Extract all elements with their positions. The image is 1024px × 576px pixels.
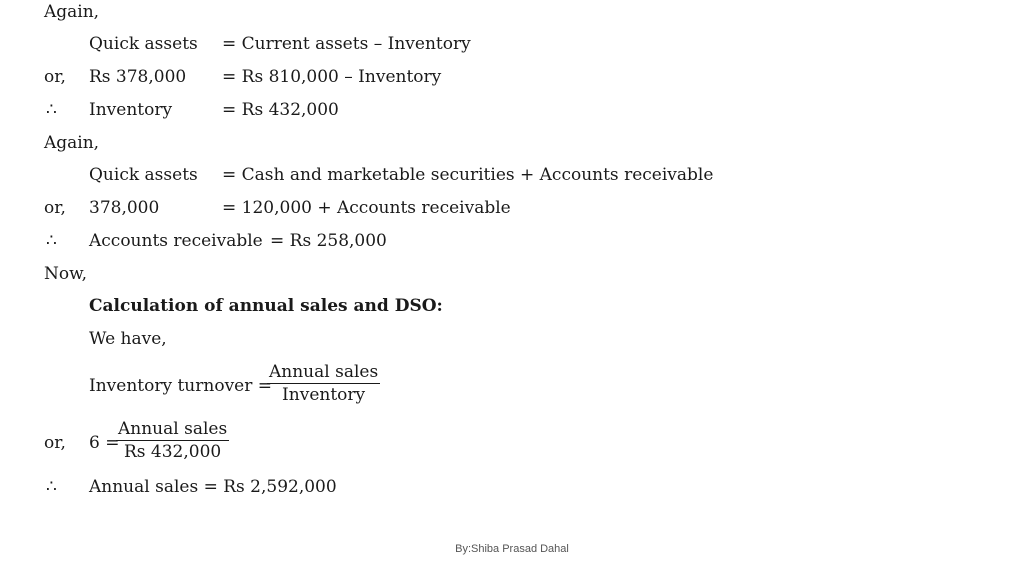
- now-label: Now,: [44, 264, 88, 284]
- accounts-receivable-result: = Rs 258,000: [270, 231, 387, 251]
- inventory-label: Inventory: [89, 100, 173, 120]
- annual-sales-result: Annual sales = Rs 2,592,000: [89, 477, 337, 497]
- annual-sales-fraction: [116, 421, 229, 461]
- inventory-turnover-label: Inventory turnover =: [89, 376, 273, 396]
- author-footer: By:Shiba Prasad Dahal: [455, 543, 569, 555]
- or-prefix-2: or,: [44, 198, 66, 218]
- accounts-receivable-label: Accounts receivable: [89, 231, 263, 251]
- section-heading: Calculation of annual sales and DSO:: [89, 296, 443, 316]
- quick-assets-label-2: Quick assets: [89, 165, 198, 185]
- receivable-equation: = 120,000 + Accounts receivable: [222, 198, 511, 218]
- or-prefix-1: or,: [44, 67, 66, 87]
- annual-sales-numerator: Annual sales: [118, 419, 228, 439]
- inventory-turnover-fraction: [267, 364, 380, 404]
- quick-assets-label-1: Quick assets: [89, 34, 198, 54]
- inventory-result: = Rs 432,000: [222, 100, 339, 120]
- again-label-1: Again,: [44, 2, 100, 22]
- quick-assets-value-1: Rs 378,000: [89, 67, 187, 87]
- annual-sales-denominator: Rs 432,000: [123, 442, 222, 462]
- inventory-turnover-denominator: Inventory: [282, 385, 366, 405]
- or-prefix-3: or,: [44, 433, 66, 453]
- quick-assets-value-2: 378,000: [89, 198, 160, 218]
- again-label-2: Again,: [44, 133, 100, 153]
- therefore-symbol-1: ∴: [46, 100, 57, 120]
- quick-assets-formula-1: = Current assets – Inventory: [222, 34, 471, 54]
- turnover-value-lhs: 6 =: [89, 433, 120, 453]
- therefore-symbol-2: ∴: [46, 231, 57, 251]
- therefore-symbol-3: ∴: [46, 477, 57, 497]
- current-assets-equation: = Rs 810,000 – Inventory: [222, 67, 442, 87]
- we-have-label: We have,: [89, 329, 167, 349]
- inventory-turnover-numerator: Annual sales: [269, 362, 379, 382]
- quick-assets-formula-2: = Cash and marketable securities + Accounts receivable: [222, 165, 714, 185]
